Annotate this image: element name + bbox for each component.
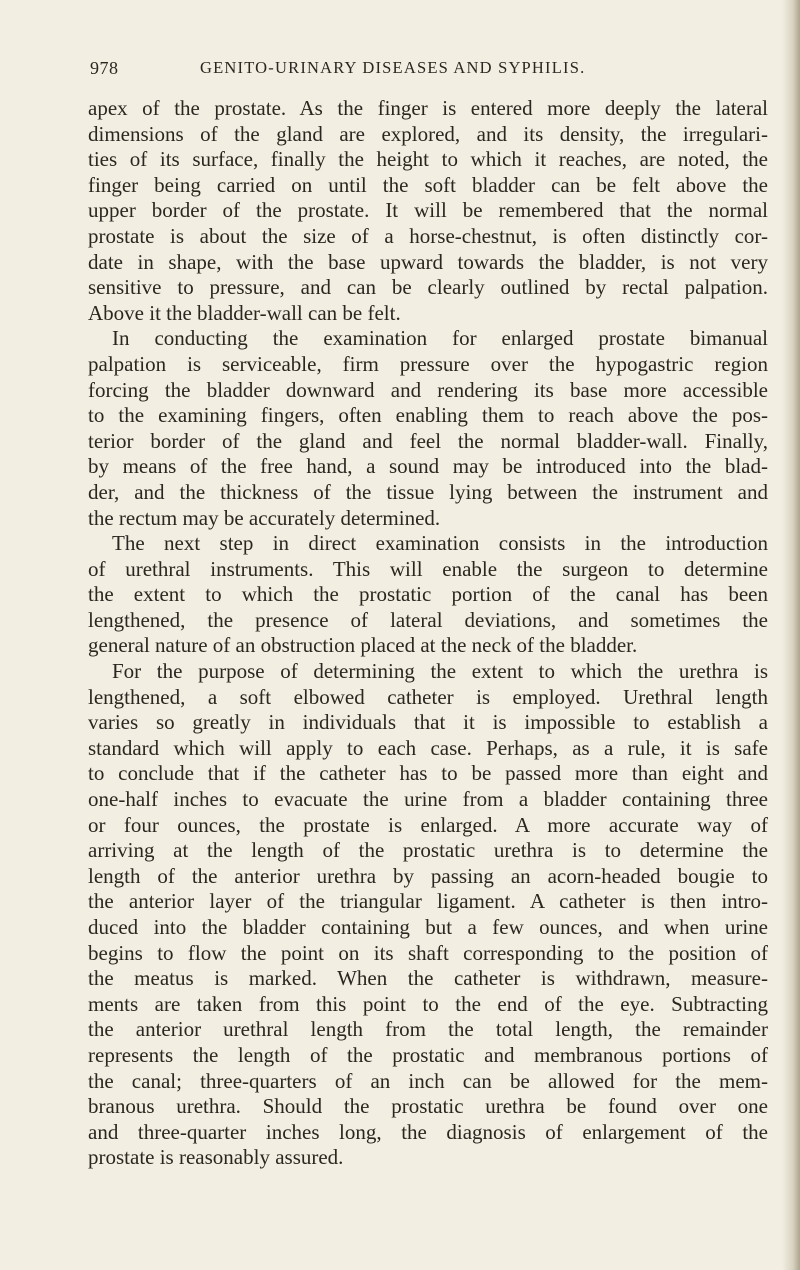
body-text xyxy=(88,96,768,1171)
text-line: one-half inches to evacuate the urine from a bladder containing three xyxy=(88,787,768,812)
text-line: to the examining fingers, often enabling them to reach above the pos- xyxy=(88,403,768,428)
text-line: sensitive to pressure, and can be clearly outlined by rectal palpation. xyxy=(88,275,768,300)
text-line: date in shape, with the base upward towards the bladder, is not very xyxy=(88,249,768,274)
text-line: The next step in direct examination consists in the introduction xyxy=(112,531,768,556)
text-line: general nature of an obstruction placed at the neck of the bladder. xyxy=(88,633,638,658)
text-line: Above it the bladder-wall can be felt. xyxy=(88,300,401,325)
text-line: In conducting the examination for enlarged prostate bimanual xyxy=(112,326,768,351)
text-line: to conclude that if the catheter has to be passed more than eight and xyxy=(88,761,768,786)
text-line: arriving at the length of the prostatic urethra is to determine the xyxy=(88,838,768,863)
text-line: represents the length of the prostatic and membranous portions of xyxy=(88,1042,768,1067)
page-number: 978 xyxy=(90,58,119,78)
text-line: the rectum may be accurately determined. xyxy=(88,505,441,530)
text-line: upper border of the prostate. It will be remembered that the normal xyxy=(88,198,768,223)
text-line: or four ounces, the prostate is enlarged. A more accurate way of xyxy=(88,812,768,837)
text-line: lengthened, a soft elbowed catheter is employed. Urethral length xyxy=(88,684,768,709)
text-line: palpation is serviceable, firm pressure over the hypogastric region xyxy=(88,351,768,376)
text-line: the meatus is marked. When the catheter is withdrawn, measure- xyxy=(88,966,768,991)
text-line: forcing the bladder downward and rendering its base more accessible xyxy=(88,377,768,402)
text-line: terior border of the gland and feel the normal bladder-wall. Finally, xyxy=(88,428,768,453)
text-line: der, and the thickness of the tissue lying between the instrument and xyxy=(88,479,768,504)
text-line: For the purpose of determining the extent to which the urethra is xyxy=(112,659,768,684)
text-line: begins to flow the point on its shaft corresponding to the position of xyxy=(88,940,768,965)
text-line: prostate is about the size of a horse-chestnut, is often distinctly cor- xyxy=(88,223,768,248)
text-line: branous urethra. Should the prostatic urethra be found over one xyxy=(88,1094,768,1119)
text-line: the anterior layer of the triangular ligament. A catheter is then intro- xyxy=(88,889,768,914)
text-line: length of the anterior urethra by passing an acorn-headed bougie to xyxy=(88,863,768,888)
text-line: lengthened, the presence of lateral deviations, and sometimes the xyxy=(88,607,768,632)
text-line: by means of the free hand, a sound may be introduced into the blad- xyxy=(88,454,768,479)
text-line: and three-quarter inches long, the diagnosis of enlargement of the xyxy=(88,1119,768,1144)
text-line: apex of the prostate. As the finger is entered more deeply the lateral xyxy=(88,96,768,120)
text-line: duced into the bladder containing but a few ounces, and when urine xyxy=(88,915,768,939)
running-head: GENITO-URINARY DISEASES AND SYPHILIS. xyxy=(200,58,586,77)
text-line: ments are taken from this point to the end of the eye. Subtracting xyxy=(88,991,768,1016)
text-line: ties of its surface, finally the height to which it reaches, are noted, the xyxy=(88,147,768,172)
text-line: the canal; three-quarters of an inch can be allowed for the mem- xyxy=(88,1068,768,1093)
page-edge-shadow xyxy=(782,0,800,1270)
text-line: dimensions of the gland are explored, and its density, the irregulari- xyxy=(88,121,768,146)
text-line: varies so greatly in individuals that it is impossible to establish a xyxy=(88,710,768,735)
text-line: prostate is reasonably assured. xyxy=(88,1145,344,1170)
text-line: of urethral instruments. This will enable the surgeon to determine xyxy=(88,556,768,581)
text-line: standard which will apply to each case. Perhaps, as a rule, it is safe xyxy=(88,735,768,760)
text-line: finger being carried on until the soft bladder can be felt above the xyxy=(88,172,768,197)
text-line: the anterior urethral length from the total length, the remainder xyxy=(88,1017,768,1042)
text-line: the extent to which the prostatic portion of the canal has been xyxy=(88,582,768,607)
